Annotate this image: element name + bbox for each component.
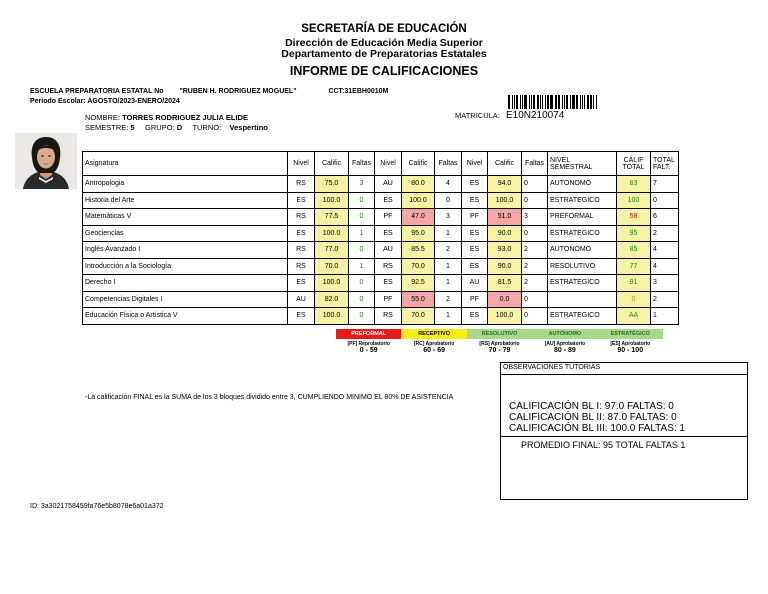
student-name: TORRES RODRIGUEZ JULIA ELIDE [122,113,248,122]
school-cct: CCT:31EBH0010M [328,88,389,95]
calific-cell: 55.0 [402,291,435,308]
nivel-cell: ES [462,258,488,275]
school-label: "RUBEN H. RODRIGUEZ MOGUEL" [179,88,297,95]
subject-cell: Educación Física o Artística V [83,308,288,325]
calif-total-cell: 83 [617,176,651,193]
nivel-semestral-cell: AUTONOMO [548,176,617,193]
header-departamento: Departamento de Preparatorias Estatales [281,48,487,60]
faltas-cell: 1 [349,258,375,275]
faltas-cell: 0 [349,192,375,209]
nivel-cell: RS [288,242,315,259]
student-photo [15,133,77,189]
faltas-cell: 1 [349,225,375,242]
header-nivel-1: Nivel [288,152,315,176]
faltas-cell: 0 [522,192,548,209]
faltas-cell: 3 [349,176,375,193]
header-nivel-2: Nivel [375,152,402,176]
nivel-cell: ES [288,275,315,292]
header-calific-2: Calific [402,152,435,176]
header-nivel-semestral: NIVEL SEMESTRAL [548,152,617,176]
bloque-1-summary: CALIFICACIÓN BL I: 97.0 FALTAS: 0 [509,401,674,412]
faltas-cell: 0 [349,209,375,226]
subject-cell: Matemáticas V [83,209,288,226]
calific-cell: 100.0 [315,275,349,292]
table-row [83,308,679,325]
calific-cell: 94.0 [488,176,522,193]
nivel-semestral-cell: ESTRATEGICO [548,308,617,325]
calific-cell: 90.0 [488,258,522,275]
nivel-semestral-cell: ESTRATEGICO [548,275,617,292]
faltas-cell: 1 [435,225,462,242]
faltas-total-cell: 4 [651,258,679,275]
student-name-row [85,113,248,122]
calific-cell: 100.0 [315,192,349,209]
header-calif-total: CALIF TOTAL [617,152,651,176]
calif-total-cell: AA [617,308,651,325]
calific-cell: 95.0 [402,225,435,242]
nivel-cell: ES [462,176,488,193]
faltas-cell: 2 [522,258,548,275]
observations-box [500,362,748,500]
calific-cell: 100.0 [402,192,435,209]
faltas-cell: 1 [435,308,462,325]
faltas-cell: 3 [435,209,462,226]
table-row [83,225,679,242]
subject-cell: Historia del Arte [83,192,288,209]
faltas-cell: 2 [435,242,462,259]
faltas-cell: 0 [522,225,548,242]
nivel-cell: AU [462,275,488,292]
calific-cell: 100.0 [488,308,522,325]
header-total: TOTAL FALT. [651,152,679,176]
faltas-cell: 1 [435,258,462,275]
table-row [83,192,679,209]
table-header [83,152,679,176]
nivel-cell: PF [375,209,402,226]
turno-value: Vespertino [229,123,268,132]
header-nivel-3: Nivel [462,152,488,176]
nivel-cell: ES [375,275,402,292]
nivel-cell: ES [288,308,315,325]
scale-receptivo: RECEPTIVO [RC] Aprobatorio 60 - 69 [401,329,466,355]
nivel-cell: PF [462,209,488,226]
page-title: INFORME DE CALIFICACIONES [289,64,479,78]
calific-cell: 77.0 [315,242,349,259]
name-label: NOMBRE: [85,113,121,122]
scale-autonomo: AUTÓNOMO [AU] Aprobatorio 80 - 89 [532,329,597,355]
header-calific-3: Calific [488,152,522,176]
matricula [455,110,564,121]
faltas-cell: 0 [522,176,548,193]
calif-total-cell: 100 [617,192,651,209]
header-calific-1: Calific [315,152,349,176]
matricula-label: MATRICULA: [455,111,500,120]
faltas-cell: 0 [349,308,375,325]
calific-cell: 100.0 [315,308,349,325]
semestre-label: SEMESTRE: [85,123,129,132]
faltas-cell: 3 [522,209,548,226]
scale-resolutivo: RESOLUTIVO [RS] Aprobatorio 70 - 79 [467,329,532,355]
nivel-cell: RS [288,209,315,226]
calific-cell: 75.0 [315,176,349,193]
calific-cell: 82.0 [315,291,349,308]
calif-total-cell: 95 [617,225,651,242]
header-secretaria: SECRETARÍA DE EDUCACIÓN [301,23,467,35]
document-id: ID: 3a3021758459fa76e5b8078e6a01a372 [30,503,164,510]
faltas-cell: 4 [435,176,462,193]
calific-cell: 100.0 [488,192,522,209]
faltas-cell: 0 [522,308,548,325]
calif-total-cell: 85 [617,242,651,259]
nivel-cell: ES [375,225,402,242]
table-row [83,275,679,292]
nivel-semestral-cell: PREFORMAL [548,209,617,226]
subject-cell: Antropologia [83,176,288,193]
faltas-cell: 0 [349,242,375,259]
table-row [83,176,679,193]
scale-preformal: PREFORMAL [PF] Reprobatorio 0 - 59 [336,329,401,355]
subject-cell: Geociencias [83,225,288,242]
student-info-row [85,123,268,132]
nivel-semestral-cell: RESOLUTIVO [548,258,617,275]
faltas-total-cell: 7 [651,176,679,193]
calculation-note: -La calificación FINAL es la SUMA de los 3 bloques dividido entre 3, CUMPLIENDO MINIMO EL 80% DE ASISTENCIA [85,394,454,401]
header-faltas-3: Faltas [522,152,548,176]
nivel-cell: PF [462,291,488,308]
final-average: PROMEDIO FINAL: 95 TOTAL FALTAS 1 [521,440,686,450]
school-period: Periodo Escolar: AGOSTO/2023-ENERO/2024 [30,98,180,105]
header-direccion: Dirección de Educación Media Superior [285,37,483,49]
subject-cell: Inglés Avanzado I [83,242,288,259]
faltas-cell: 0 [522,291,548,308]
calific-cell: 0.0 [488,291,522,308]
nivel-cell: ES [288,192,315,209]
turno-label: TURNO: [192,123,222,132]
calif-total-cell: 77 [617,258,651,275]
subject-cell: Introducción a la Sociología [83,258,288,275]
faltas-total-cell: 2 [651,225,679,242]
school-line [30,88,388,95]
header-faltas-1: Faltas [349,152,375,176]
bloque-3-summary: CALIFICACIÓN BL III: 100.0 FALTAS: 1 [509,423,685,434]
calif-total-cell: 0 [617,291,651,308]
header-faltas-2: Faltas [435,152,462,176]
table-row [83,242,679,259]
calific-cell: 70.0 [315,258,349,275]
grupo-value: D [176,123,183,132]
calific-cell: 51.0 [488,209,522,226]
semestre-value: 5 [130,123,135,132]
nivel-semestral-cell [548,291,617,308]
calific-cell: 90.0 [488,225,522,242]
scale-estrategico: ESTRATÉGICO [ES] Aprobatorio 90 - 100 [598,329,663,355]
calific-cell: 100.0 [315,225,349,242]
nivel-cell: RS [375,258,402,275]
nivel-cell: AU [288,291,315,308]
nivel-cell: ES [462,308,488,325]
calific-cell: 81.5 [488,275,522,292]
nivel-cell: ES [462,225,488,242]
grading-scale [336,329,663,355]
faltas-cell: 0 [435,192,462,209]
bloque-2-summary: CALIFICACIÓN BL II: 87.0 FALTAS: 0 [509,412,677,423]
nivel-cell: RS [288,258,315,275]
faltas-total-cell: 6 [651,209,679,226]
calific-cell: 92.5 [402,275,435,292]
table-row [83,209,679,226]
calific-cell: 77.5 [315,209,349,226]
calif-total-cell: 58 [617,209,651,226]
faltas-total-cell: 1 [651,308,679,325]
observations-title: OBSERVACIONES TUTORIAS [501,363,747,375]
table-row [83,291,679,308]
nivel-cell: RS [375,308,402,325]
faltas-total-cell: 3 [651,275,679,292]
faltas-cell: 2 [522,275,548,292]
header-asignatura: Asignatura [83,152,288,176]
matricula-value: E10N210074 [505,110,565,121]
nivel-cell: ES [462,242,488,259]
nivel-cell: ES [462,192,488,209]
nivel-cell: AU [375,242,402,259]
faltas-total-cell: 0 [651,192,679,209]
grupo-label: GRUPO: [145,123,175,132]
grades-table [82,151,679,325]
faltas-cell: 0 [349,291,375,308]
table-row [83,258,679,275]
calific-cell: 80.0 [402,176,435,193]
barcode [508,95,598,109]
calific-cell: 85.5 [402,242,435,259]
nivel-semestral-cell: AUTONOMO [548,242,617,259]
faltas-cell: 1 [435,275,462,292]
subject-cell: Competencias Digitales I [83,291,288,308]
calific-cell: 93.0 [488,242,522,259]
school-name: ESCUELA PREPARATORIA ESTATAL No [30,88,164,95]
observations-divider [501,436,747,437]
subject-cell: Derecho I [83,275,288,292]
faltas-cell: 2 [435,291,462,308]
nivel-semestral-cell: ESTRATEGICO [548,225,617,242]
faltas-cell: 2 [522,242,548,259]
faltas-total-cell: 2 [651,291,679,308]
nivel-cell: RS [288,176,315,193]
faltas-cell: 0 [349,275,375,292]
nivel-cell: AU [375,176,402,193]
nivel-cell: PF [375,291,402,308]
nivel-cell: ES [288,225,315,242]
calif-total-cell: 91 [617,275,651,292]
faltas-total-cell: 4 [651,242,679,259]
calific-cell: 47.0 [402,209,435,226]
calific-cell: 70.0 [402,258,435,275]
nivel-cell: ES [375,192,402,209]
calific-cell: 70.0 [402,308,435,325]
nivel-semestral-cell: ESTRATEGICO [548,192,617,209]
